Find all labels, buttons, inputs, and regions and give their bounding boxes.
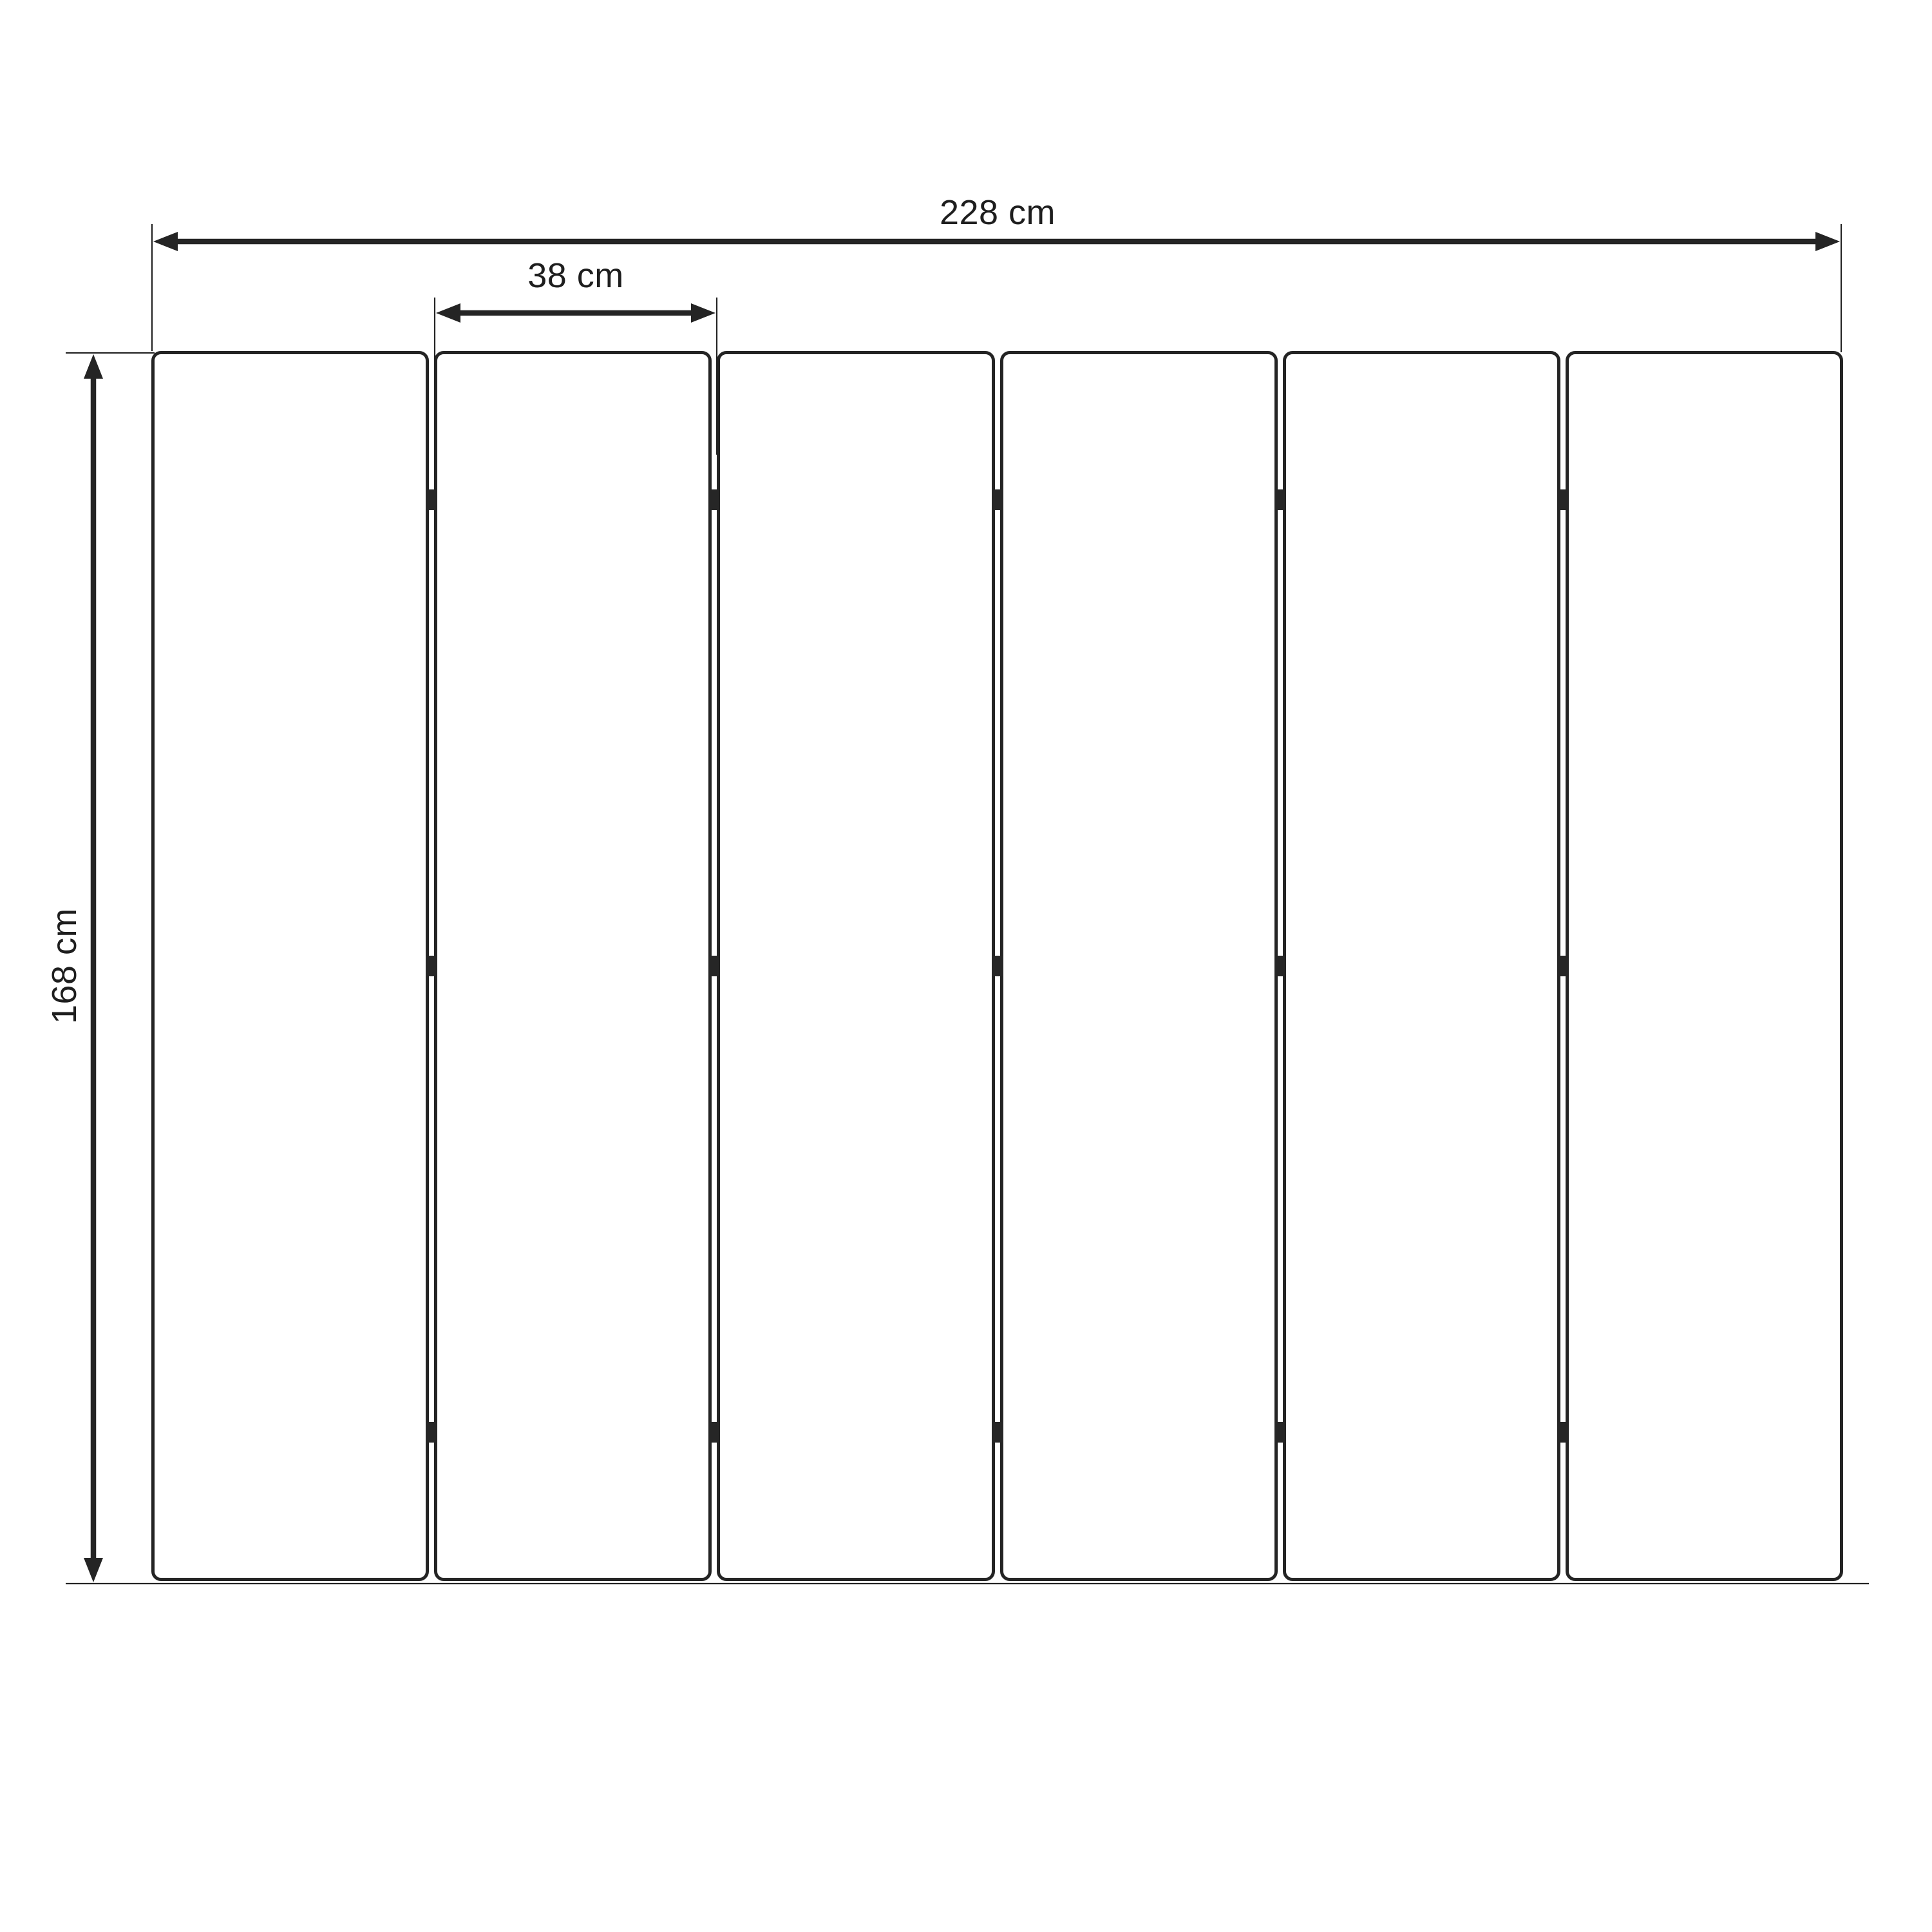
total-height-label: 168 cm (45, 907, 84, 1025)
hinge-mark (709, 489, 719, 510)
hinge-mark (1558, 1422, 1568, 1443)
panel-row (151, 351, 1843, 1581)
arrowhead-right-icon (1815, 232, 1840, 251)
hinge-mark (1275, 956, 1285, 976)
panel (151, 351, 429, 1581)
hinge-mark (992, 1422, 1003, 1443)
panel (717, 351, 994, 1581)
panel (1283, 351, 1560, 1581)
hinge-mark (426, 1422, 437, 1443)
arrowhead-right-icon (691, 303, 715, 323)
total-width-label: 228 cm (939, 193, 1056, 232)
arrowhead-up-icon (84, 354, 103, 379)
panel (1000, 351, 1278, 1581)
hinge-mark (709, 956, 719, 976)
hinge-mark (1558, 489, 1568, 510)
panel-width-label: 38 cm (527, 256, 624, 295)
hinge-mark (1275, 489, 1285, 510)
hinge-mark (1558, 956, 1568, 976)
arrowhead-left-icon (153, 232, 178, 251)
hinge-mark (1275, 1422, 1285, 1443)
hinge-mark (709, 1422, 719, 1443)
arrowhead-down-icon (84, 1558, 103, 1582)
arrowhead-left-icon (436, 303, 460, 323)
panel (1566, 351, 1843, 1581)
hinge-mark (426, 489, 437, 510)
hinge-mark (992, 956, 1003, 976)
hinge-mark (992, 489, 1003, 510)
hinge-mark (426, 956, 437, 976)
panel (434, 351, 712, 1581)
